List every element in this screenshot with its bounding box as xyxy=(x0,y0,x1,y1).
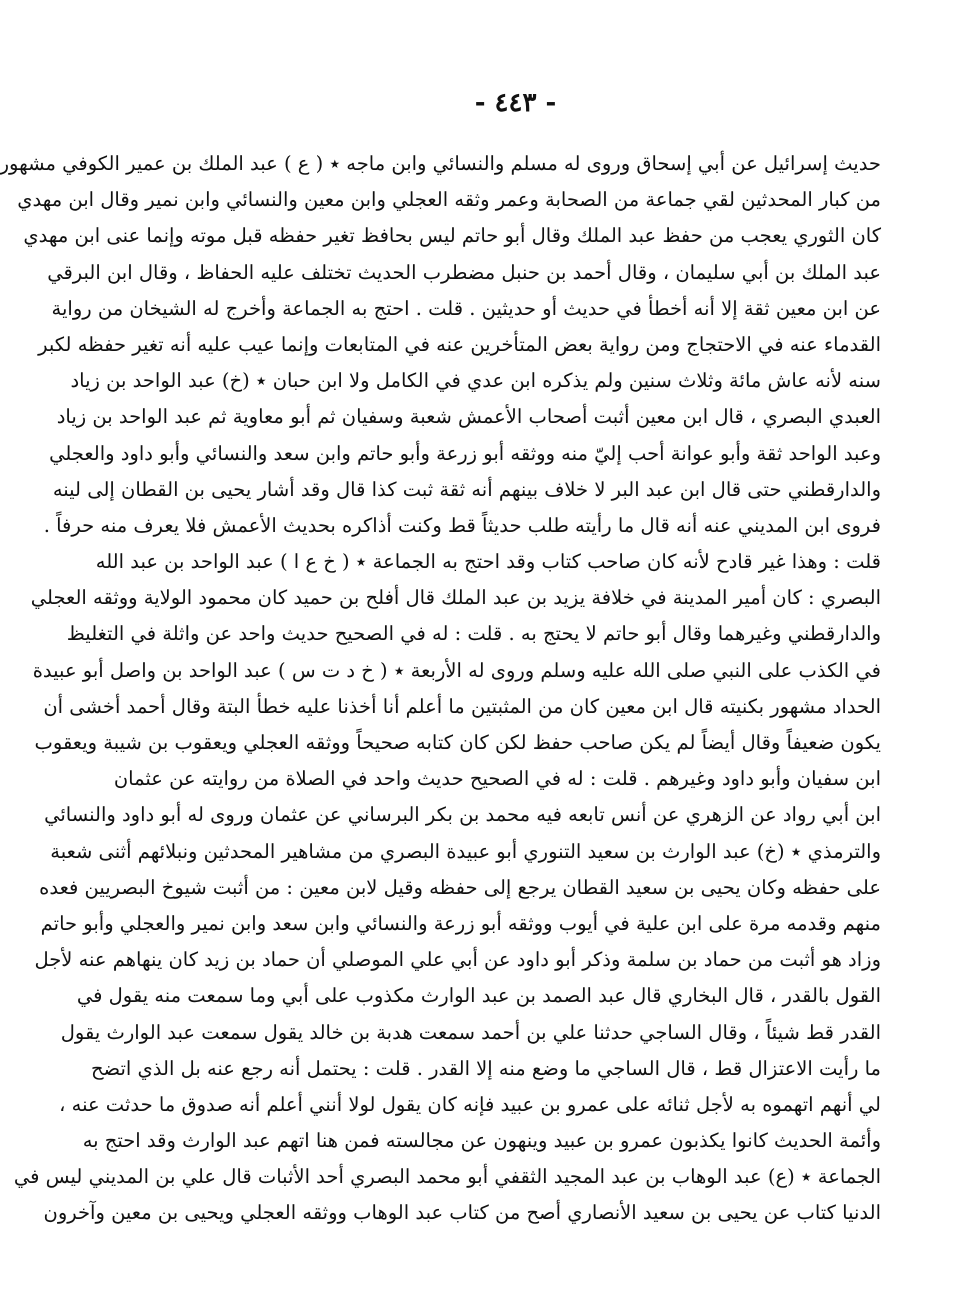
text-line: قلت : وهذا غير قادح لأنه كان صاحب كتاب وقد احتج به الجماعة ٭ ( خ ع ا ) عبد الواحد بن عبد الله xyxy=(95,550,881,574)
text-line: لي أنهم اتهموه به لأجل ثنائه على عمرو بن عبيد فإنه كان يقول لولا أنني أعلم أنه صدوق ما حدثت عنه ، xyxy=(59,1092,881,1116)
text-line: الدنيا كتاب عن يحيى بن سعيد الأنصاري أصح من كتاب عبد الوهاب ووثقه العجلي ويحيى بن معين وآخرون xyxy=(43,1201,881,1225)
text-line: حديث إسرائيل عن أبي إسحاق وروى له مسلم والنسائي وابن ماجه ٭ ( ع ) عبد الملك بن عمير الكوفي مشهور xyxy=(0,152,881,175)
text-line: الحداد مشهور بكنيته قال ابن معين كان من المثبتين ما أعلم أنا أخذنا عليه خطأ البتة وقال أحمد أخشى أن xyxy=(43,694,881,718)
text-line: وأئمة الحديث كانوا يكذبون عمرو بن عبيد وينهون عن مجالسته فمن هنا اتهم عبد الوارث وقد احتج به xyxy=(82,1129,881,1153)
text-line: كان الثوري يعجب من حفظ عبد الملك وقال أبو حاتم ليس بحافظ تغير حفظه قبل موته وإنما عنى ابن مهدي xyxy=(23,224,881,248)
text-line: ابن سفيان وأبو داود وغيرهم . قلت : له في الصحيح حديث واحد في الصلاة من روايته عن عثمان xyxy=(113,767,881,791)
text-line: ابن أبي رواد عن الزهري عن أنس تابعه فيه محمد بن بكر البرساني عن عثمان وروى له أبو داود والنسائي xyxy=(44,803,881,827)
text-line: منهم وقدمه مرة على ابن علية في أيوب ووثقه أبو زرعة والنسائي وابن سعد وابن نمير والعجلي وأبو حاتم xyxy=(40,911,881,935)
text-line: والترمذي ٭ (خ) عبد الوارث بن سعيد التنوري أبو عبيدة البصري من مشاهير المحدثين ونبلائهم أثنى شعبة xyxy=(50,839,881,863)
text-line: يكون ضعيفاً وقال أيضاً لم يكن صاحب حفظ لكن كان كتابه صحيحاً ووثقه العجلي ويعقوب بن شيبة ويعقوب xyxy=(34,731,881,754)
text-line: عن ابن معين ثقة إلا أنه أخطأ في حديث أو حديثين . قلت . احتج به الجماعة وأخرج له الشيخان من رواية xyxy=(51,296,881,320)
text-line: عبد الملك بن أبي سليمان ، وقال أحمد بن حنبل مضطرب الحديث تختلف عليه الحفاظ ، وقال ابن البرقي xyxy=(47,260,881,284)
text-block xyxy=(0,146,881,1232)
text-line: القدماء عنه في الاحتجاج ومن رواية بعض المتأخرين عنه في المتابعات وإنما عيب عليه أنه تغير حفظه لكبر xyxy=(38,332,881,356)
text-line: العبدي البصري ، قال ابن معين أثبت أصحاب الأعمش شعبة وسفيان ثم أبو معاوية ثم عبد الواحد بن زياد xyxy=(56,405,881,429)
text-line: على حفظه وكان يحيى بن سعيد القطان يرجع إلى حفظه وقيل لابن معين : من أثبت شيوخ البصريين فعده xyxy=(39,875,881,899)
text-line: والدارقطني حتى قال ابن عبد البر لا خلاف بينهم أنه ثقة ثبت كذا قال وقد أشار يحيى بن القطان إلى لينه xyxy=(52,477,881,501)
text-line: سنه لأنه عاش مائة وثلاث سنين ولم يذكره ابن عدي في الكامل ولا ابن حبان ٭ (خ) عبد الواحد بن زياد xyxy=(70,369,881,393)
text-line: القدر قط شيئاً ، وقال الساجي حدثنا علي بن أحمد سمعت هدبة بن خالد يقول سمعت عبد الوارث يقول xyxy=(60,1020,881,1044)
page-number: - ٤٤٣ - xyxy=(474,88,557,118)
text-line: وزاد هو أثبت من حماد بن سلمة وذكر أبو داود عن أبي علي الموصلي أن حماد بن زيد كان ينهاهم عنه لأجل xyxy=(34,948,881,972)
text-line: والدارقطني وغيرهما وقال أبو حاتم لا يحتج به . قلت : له في الصحيح حديث واحد عن واثلة في التغليظ xyxy=(66,622,881,646)
text-line: ما رأيت الاعتزال قط ، قال الساجي ما وضع منه إلا القدر . قلت : يحتمل أنه رجع عنه بل الذي اتضح xyxy=(90,1056,881,1080)
text-line: في الكذب على النبي صلى الله عليه وسلم وروى له الأربعة ٭ ( خ د ت س ) عبد الواحد بن واصل أبو عبيدة xyxy=(32,658,881,682)
text-line: فروى ابن المديني عنه أنه قال ما رأيته طلب حديثاً قط وكنت أذاكره بحديث الأعمش فلا يعرف منه حرفاً . xyxy=(43,513,881,537)
text-line: وعبد الواحد ثقة وأبو عوانة أحب إليّ منه ووثقه أبو زرعة وأبو حاتم وابن سعد والنسائي وأبو داود والعجلي xyxy=(49,441,881,465)
text-line: القول بالقدر ، قال البخاري قال عبد الصمد بن عبد الوارث مكذوب على أبي وما سمعت منه يقول في xyxy=(76,984,881,1008)
text-line: الجماعة ٭ (ع) عبد الوهاب بن عبد المجيد الثقفي أبو محمد البصري أحد الأثبات قال علي بن المديني ليس في xyxy=(13,1165,881,1189)
text-line: البصري : كان أمير المدينة في خلافة يزيد بن عبد الملك قال أفلح بن حميد كان محمود الولاية ووثقه العجلي xyxy=(30,586,881,610)
text-line: من كبار المحدثين لقي جماعة من الصحابة وعمر وثقه العجلي وابن معين والنسائي وابن نمير وقال ابن مهدي xyxy=(17,188,881,212)
